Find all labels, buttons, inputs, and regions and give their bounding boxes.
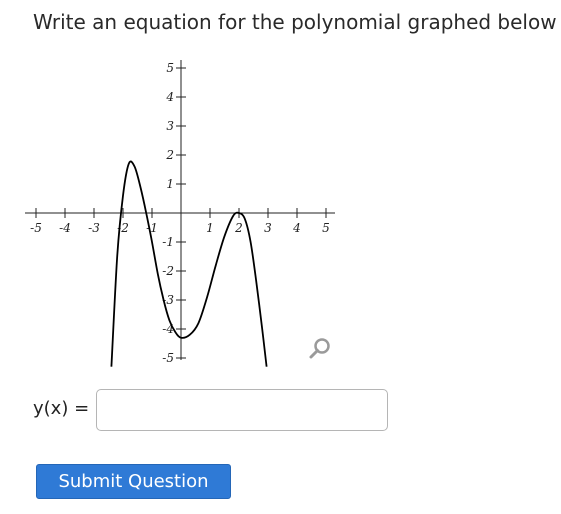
- x-tick-labels: [30, 221, 330, 235]
- x-tick-label: -2: [117, 221, 129, 235]
- x-tick-label: 5: [322, 221, 330, 235]
- question-text: Write an equation for the polynomial graphed below: [33, 10, 557, 34]
- y-tick-label: 5: [166, 61, 174, 75]
- x-tick-label: 1: [206, 221, 214, 235]
- y-tick-label: 2: [166, 148, 174, 162]
- x-tick-label: 4: [293, 221, 301, 235]
- y-tick-label: 1: [166, 177, 174, 191]
- magnifier-icon[interactable]: [307, 336, 333, 362]
- y-tick-label: 4: [166, 90, 174, 104]
- magnifier-handle: [311, 351, 318, 358]
- x-tick-label: -1: [146, 221, 158, 235]
- x-tick-label: -4: [59, 221, 71, 235]
- y-tick-label: -5: [162, 351, 174, 365]
- submit-question-button[interactable]: Submit Question: [36, 464, 231, 499]
- y-tick-label: 3: [166, 119, 174, 133]
- y-tick-label: -3: [162, 293, 174, 307]
- y-tick-label: -1: [162, 235, 174, 249]
- answer-input[interactable]: [96, 389, 388, 431]
- answer-label: y(x) =: [33, 398, 90, 419]
- graph-svg: [25, 55, 345, 375]
- y-tick-label: -4: [162, 322, 174, 336]
- polynomial-curve: [111, 161, 266, 366]
- x-tick-label: 3: [264, 221, 272, 235]
- y-tick-label: -2: [162, 264, 174, 278]
- x-tick-label: 2: [235, 221, 243, 235]
- x-tick-label: -3: [88, 221, 100, 235]
- polynomial-graph: [25, 55, 345, 375]
- x-tick-label: -5: [30, 221, 42, 235]
